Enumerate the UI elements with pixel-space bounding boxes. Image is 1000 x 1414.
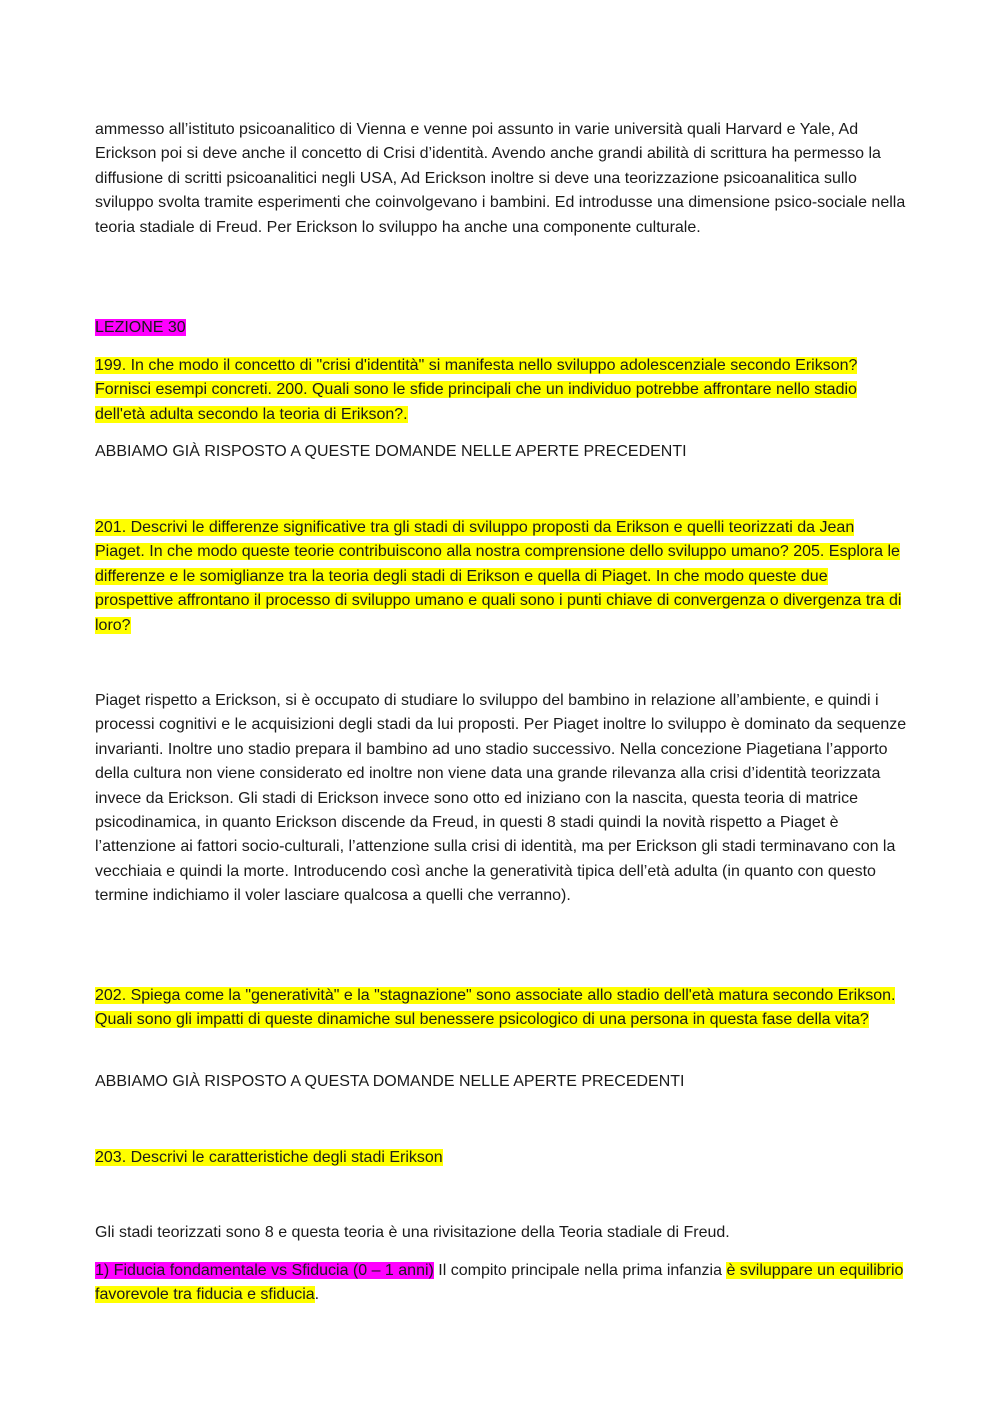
stage-1-text: Il compito principale nella prima infanzia — [433, 1262, 727, 1279]
question-201-205-text: 201. Descrivi le differenze significative tra gli stadi di sviluppo proposti da Erikson e quelli teorizzati da Jean Piaget. In che modo queste teorie contribuiscono alla nostra comprensione dello sviluppo umano? 205. Esplora le differenze e le somiglianze tra la teoria degli stadi di Erikson e quella di Piaget. In che modo queste due prospettive affrontano il processo di sviluppo umano e quali sono i punti chiave di convergenza o divergenza tra di loro? — [95, 519, 902, 634]
lesson-heading — [95, 316, 907, 340]
question-199-200 — [95, 354, 907, 427]
stage-1-highlight: è sviluppare un equilibrio favorevole tra fiducia e sfiducia — [95, 1262, 904, 1304]
question-202 — [95, 984, 907, 1033]
question-202-text: 202. Spiega come la "generatività" e la "stagnazione" sono associate allo stadio dell'età matura secondo Erikson. Quali sono gli impatti di queste dinamiche sul benessere psicologico di una persona in questa fase della vita? — [95, 987, 896, 1029]
lesson-heading-text: LEZIONE 30 — [95, 319, 186, 336]
stage-1-paragraph — [95, 1259, 907, 1308]
answer-201-205: Piaget rispetto a Erickson, si è occupato di studiare lo sviluppo del bambino in relazione all’ambiente, e quindi i processi cognitivi e le acquisizioni degli stadi da lui proposti. Per Piaget inoltre lo sviluppo è dominato da sequenze invarianti. Inoltre uno stadio prepara il bambino ad uno stadio successivo. Nella concezione Piagetiana l’apporto della cultura non viene considerato ed inoltre non viene data una grande rilevanza alla crisi d’identità teorizzata invece da Erickson. Gli stadi di Erickson invece sono otto ed iniziano con la nascita, questa teoria di matrice psicodinamica, in quanto Erickson discende da Freud, in questi 8 stadi quindi la novità rispetto a Piaget è l’attenzione ai fattori socio-culturali, l’attenzione sulla crisi di identità, ma per Erickson gli stadi terminavano con la vecchiaia e quindi la morte. Introducendo così anche la generatività tipica dell’età adulta (in quanto con questo termine indichiamo il voler lasciare qualcosa a quelli che verranno). — [95, 692, 907, 905]
question-203-text: 203. Descrivi le caratteristiche degli stadi Erikson — [95, 1149, 443, 1166]
question-203 — [95, 1146, 907, 1170]
answer-202: ABBIAMO GIÀ RISPOSTO A QUESTA DOMANDE NELLE APERTE PRECEDENTI — [95, 1073, 685, 1090]
intro-paragraph: ammesso all’istituto psicoanalitico di Vienna e venne poi assunto in varie università quali Harvard e Yale, Ad Erickson poi si deve anche il concetto di Crisi d’identità. Avendo anche grandi abilità di scrittura ha permesso la diffusione di scritti psicoanalitici negli USA, Ad Erickson inoltre si deve una teorizzazione psicoanalitica sullo sviluppo svolta tramite esperimenti che coinvolgevano i bambini. Ed introdusse una dimensione psico-sociale nella teoria stadiale di Freud. Per Erickson lo sviluppo ha anche una componente culturale. — [95, 121, 906, 236]
question-199-200-text: 199. In che modo il concetto di "crisi d'identità" si manifesta nello sviluppo adolescenziale secondo Erikson? Fornisci esempi concreti. 200. Quali sono le sfide principali che un individuo potrebbe affrontare nello stadio dell'età adulta secondo la teoria di Erikson?. — [95, 357, 858, 423]
stage-1-title: 1) Fiducia fondamentale vs Sfiducia (0 – 1 anni) — [95, 1262, 434, 1279]
stage-1-end: . — [314, 1286, 320, 1304]
question-201-205 — [95, 516, 907, 638]
answer-203-intro: Gli stadi teorizzati sono 8 e questa teoria è una rivisitazione della Teoria stadiale di Freud. — [95, 1224, 730, 1241]
answer-199-200: ABBIAMO GIÀ RISPOSTO A QUESTE DOMANDE NELLE APERTE PRECEDENTI — [95, 443, 687, 460]
